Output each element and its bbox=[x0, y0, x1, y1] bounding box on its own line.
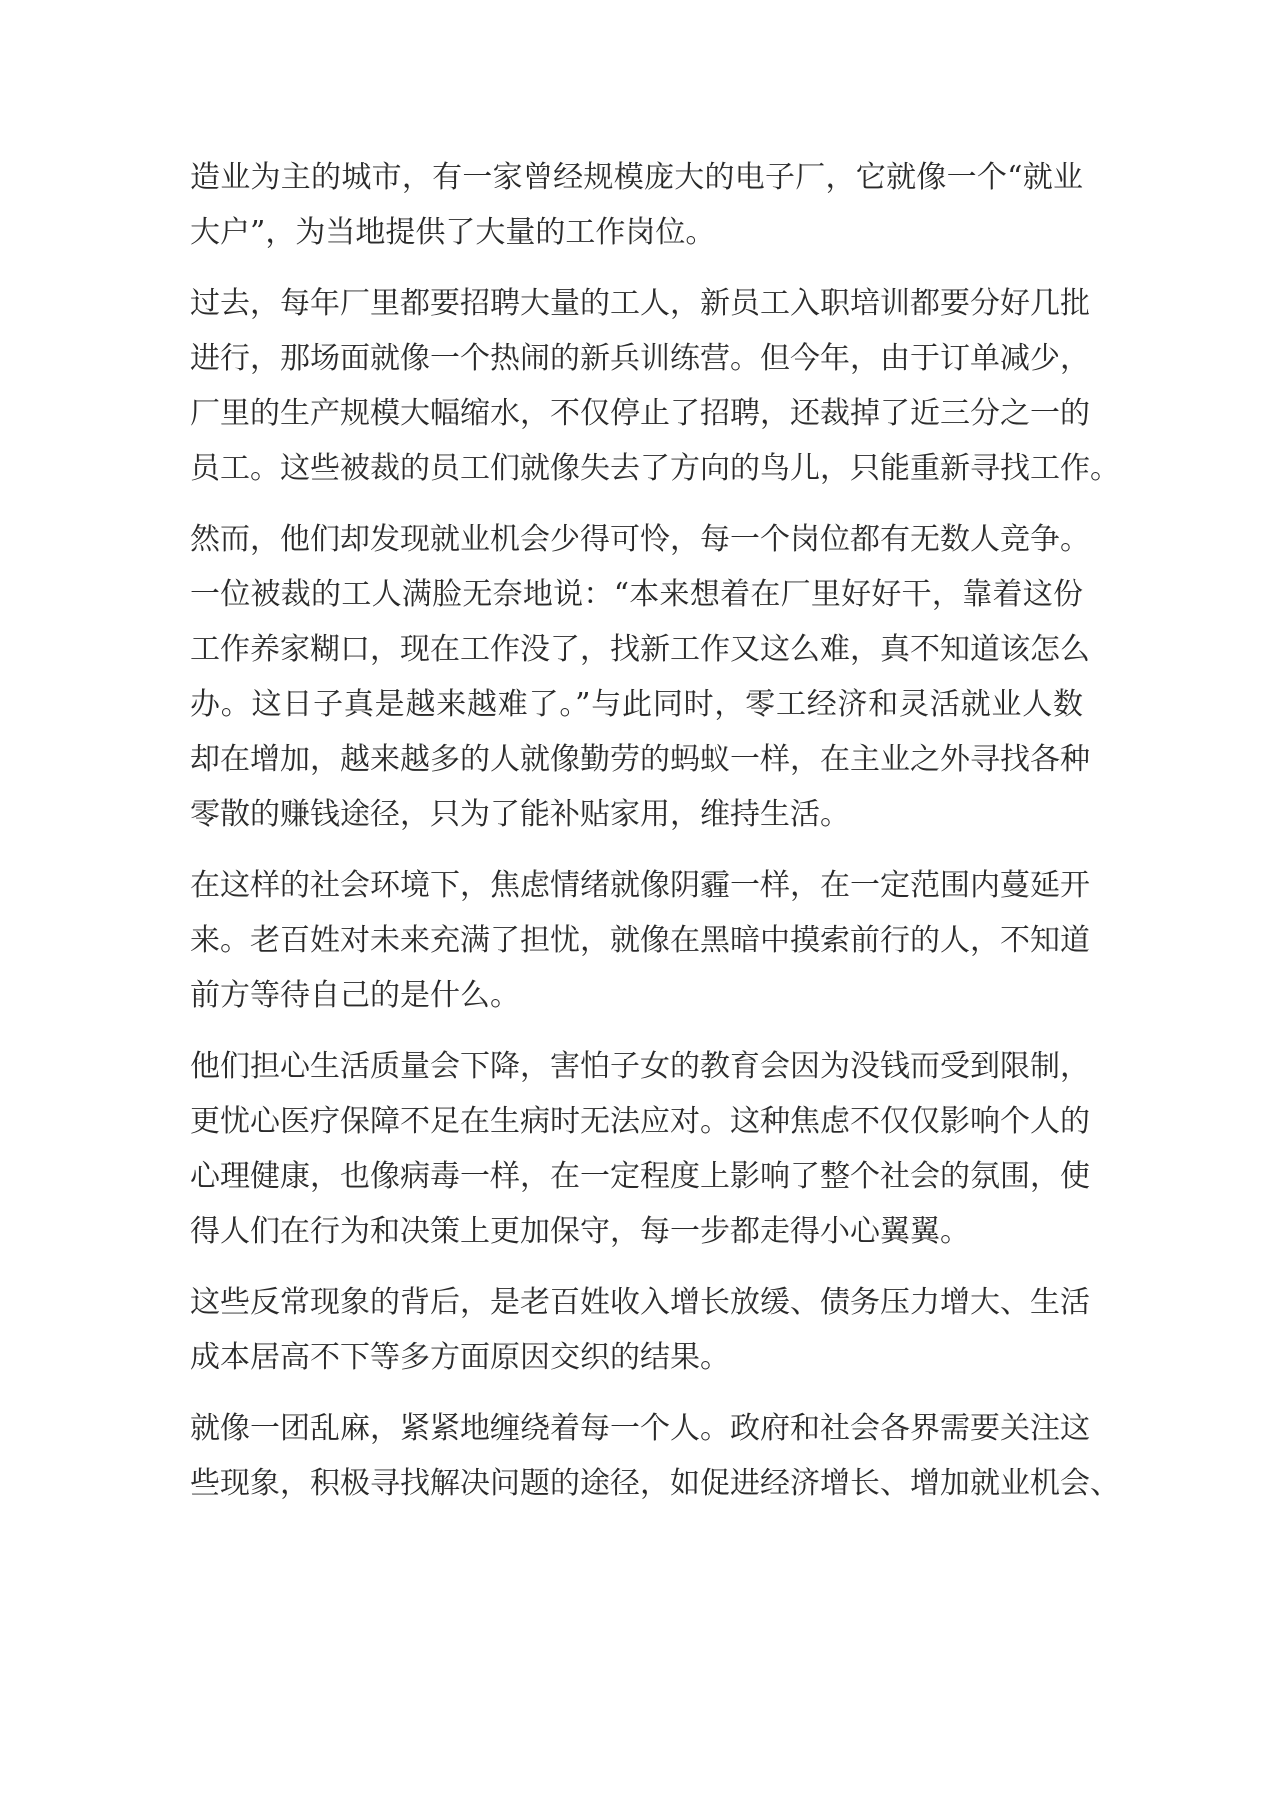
text-line: 得人们在行为和决策上更加保守，每一步都走得小心翼翼。 bbox=[190, 1214, 970, 1249]
text-line: 进行，那场面就像一个热闹的新兵训练营。但今年，由于订单减少， bbox=[190, 341, 1090, 376]
text-line: 这些反常现象的背后，是老百姓收入增长放缓、债务压力增大、生活 bbox=[190, 1285, 1090, 1320]
paragraph-2 bbox=[190, 276, 1120, 496]
text-line: 心理健康，也像病毒一样，在一定程度上影响了整个社会的氛围，使 bbox=[190, 1159, 1090, 1194]
text-line: 前方等待自己的是什么。 bbox=[190, 978, 520, 1013]
paragraph-1 bbox=[190, 150, 1083, 260]
paragraph-4 bbox=[190, 858, 1090, 1023]
text-line: 在这样的社会环境下，焦虑情绪就像阴霾一样，在一定范围内蔓延开 bbox=[190, 868, 1090, 903]
text-line: 大户”，为当地提供了大量的工作岗位。 bbox=[190, 215, 716, 250]
text-line: 员工。这些被裁的员工们就像失去了方向的鸟儿，只能重新寻找工作。 bbox=[190, 451, 1120, 486]
text-line: 来。老百姓对未来充满了担忧，就像在黑暗中摸索前行的人，不知道 bbox=[190, 923, 1090, 958]
paragraph-7 bbox=[190, 1401, 1120, 1511]
text-line: 造业为主的城市，有一家曾经规模庞大的电子厂，它就像一个“就业 bbox=[190, 160, 1083, 195]
text-line: 些现象，积极寻找解决问题的途径，如促进经济增长、增加就业机会、 bbox=[190, 1466, 1120, 1501]
text-line: 更忧心医疗保障不足在生病时无法应对。这种焦虑不仅仅影响个人的 bbox=[190, 1104, 1090, 1139]
text-line: 过去，每年厂里都要招聘大量的工人，新员工入职培训都要分好几批 bbox=[190, 286, 1090, 321]
text-line: 厂里的生产规模大幅缩水，不仅停止了招聘，还裁掉了近三分之一的 bbox=[190, 396, 1090, 431]
paragraph-3 bbox=[190, 512, 1090, 842]
text-line: 却在增加，越来越多的人就像勤劳的蚂蚁一样，在主业之外寻找各种 bbox=[190, 742, 1090, 777]
text-line: 他们担心生活质量会下降，害怕子女的教育会因为没钱而受到限制， bbox=[190, 1049, 1090, 1084]
text-line: 零散的赚钱途径，只为了能补贴家用，维持生活。 bbox=[190, 797, 850, 832]
text-line: 成本居高不下等多方面原因交织的结果。 bbox=[190, 1340, 730, 1375]
document-body bbox=[190, 150, 1120, 1527]
text-line: 就像一团乱麻，紧紧地缠绕着每一个人。政府和社会各界需要关注这 bbox=[190, 1411, 1090, 1446]
text-line: 办。这日子真是越来越难了。”与此同时，零工经济和灵活就业人数 bbox=[190, 687, 1083, 722]
text-line: 一位被裁的工人满脸无奈地说：“本来想着在厂里好好干，靠着这份 bbox=[190, 577, 1083, 612]
text-line: 工作养家糊口，现在工作没了，找新工作又这么难，真不知道该怎么 bbox=[190, 632, 1090, 667]
paragraph-5 bbox=[190, 1039, 1090, 1259]
paragraph-6 bbox=[190, 1275, 1090, 1385]
text-line: 然而，他们却发现就业机会少得可怜，每一个岗位都有无数人竞争。 bbox=[190, 522, 1090, 557]
